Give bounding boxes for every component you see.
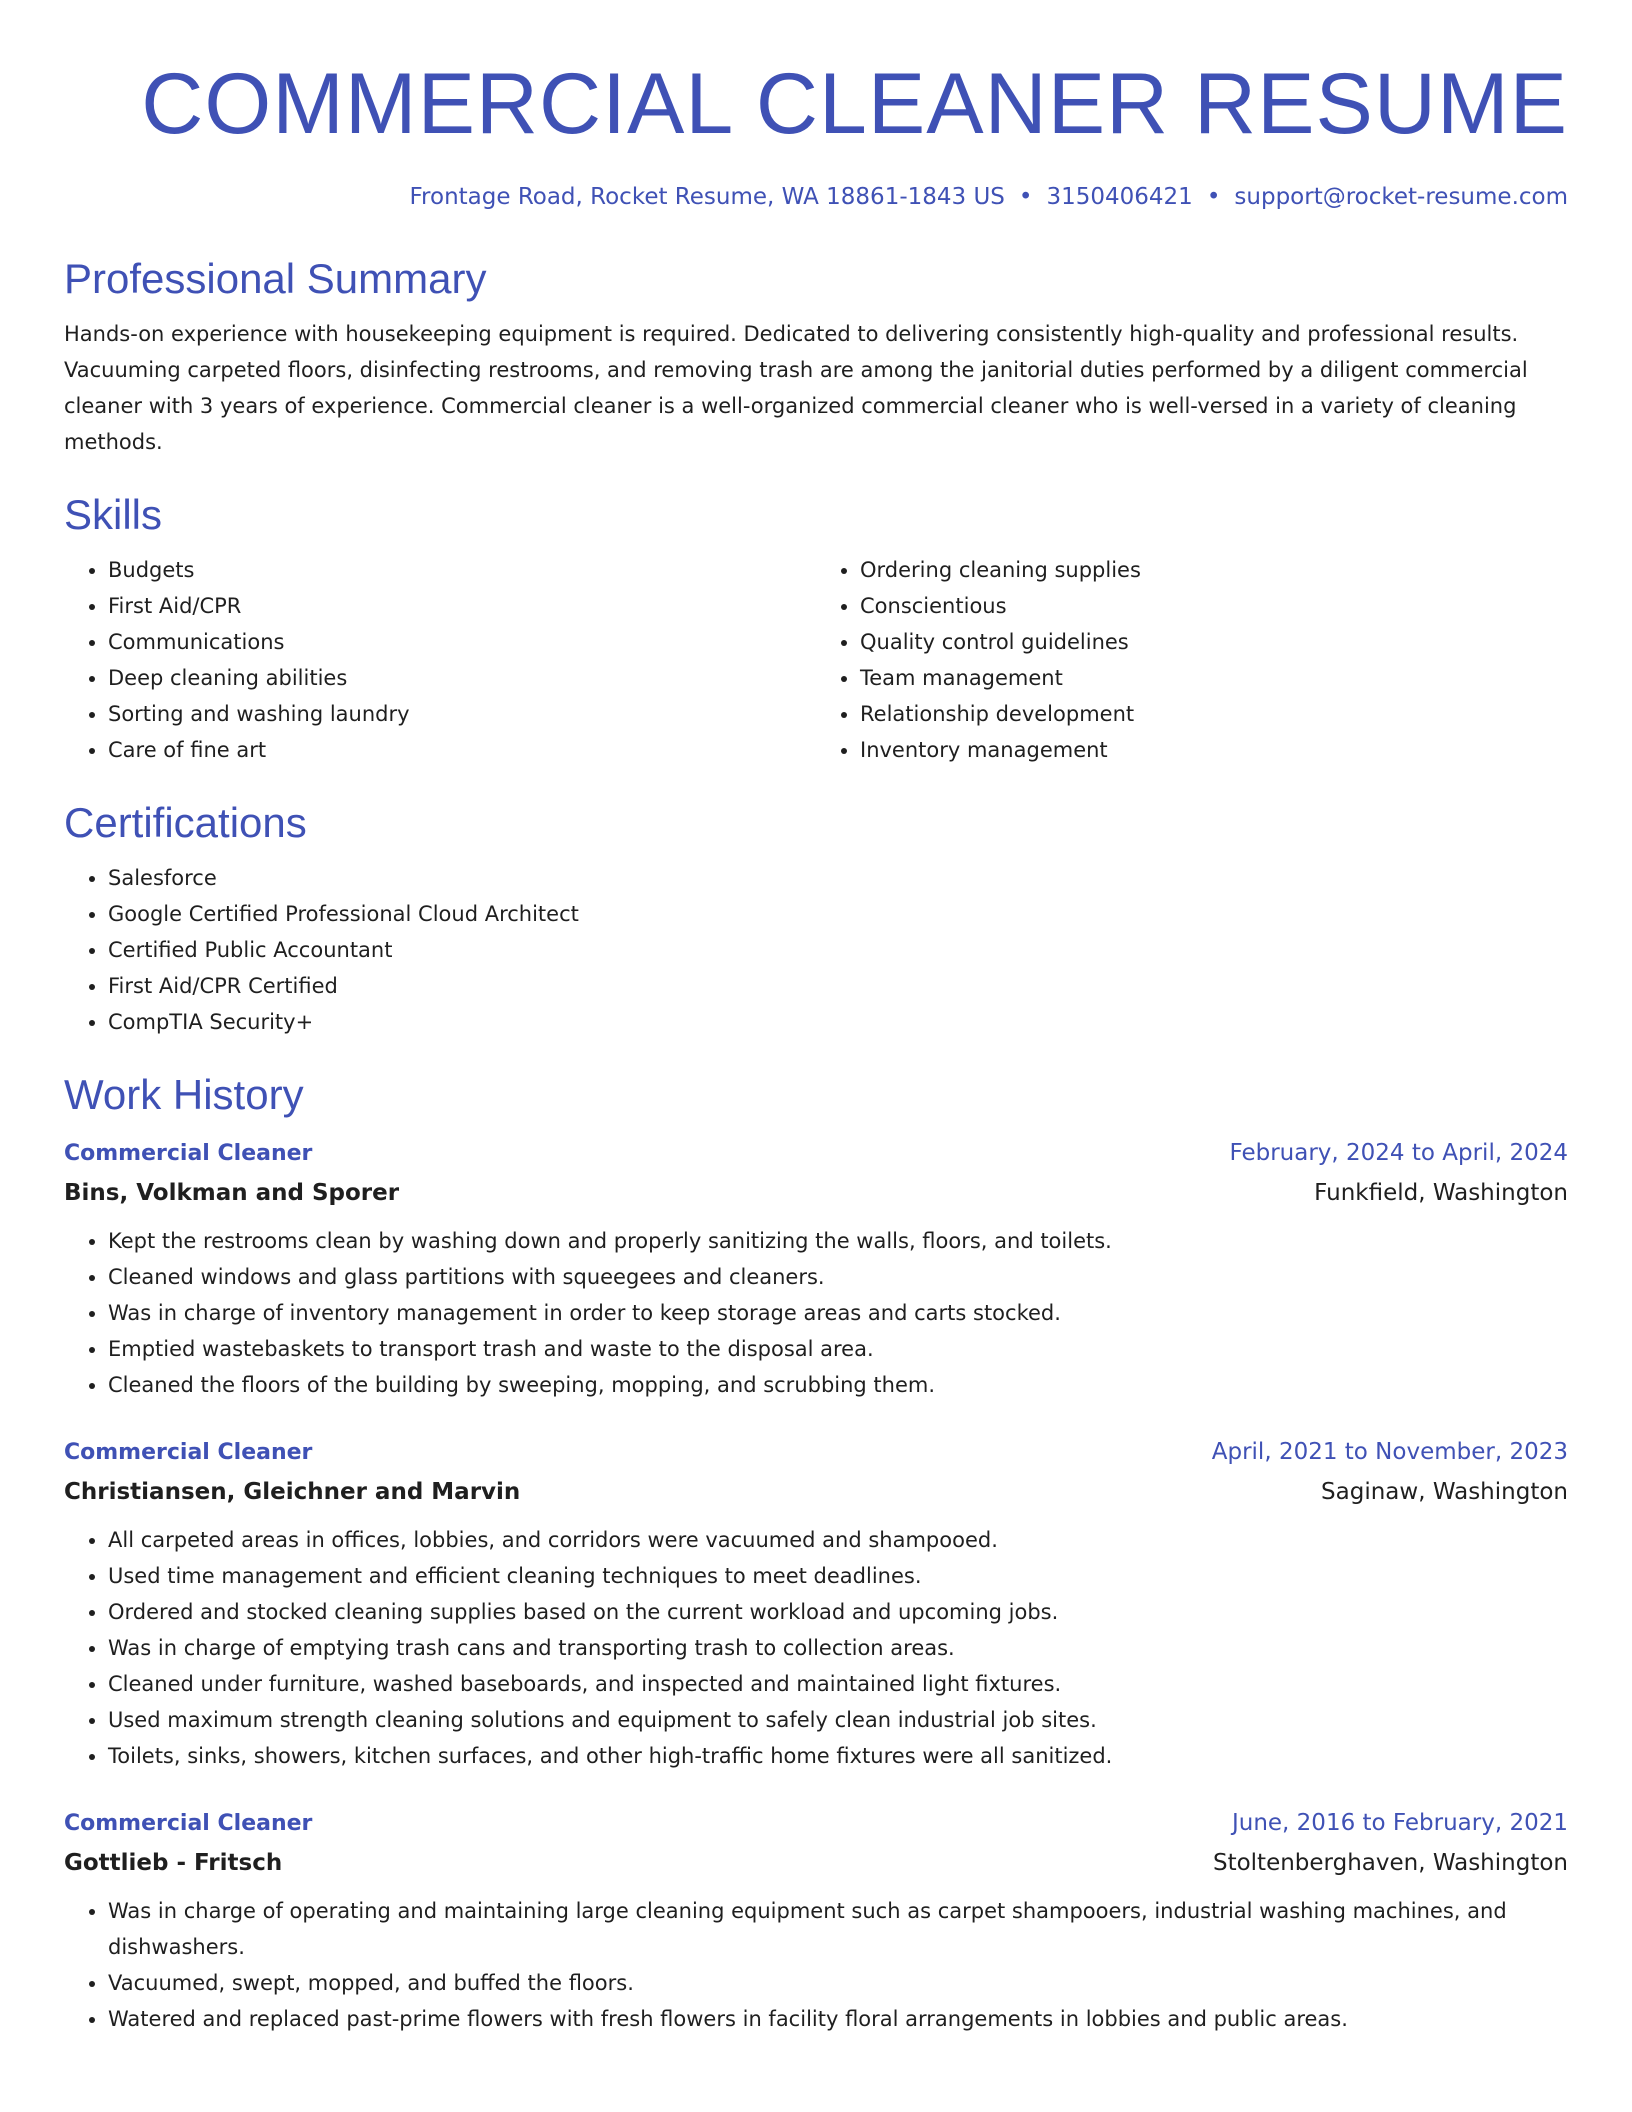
resume-title: COMMERCIAL CLEANER RESUME — [141, 56, 1568, 152]
job-duty: • Toilets, sinks, showers, kitchen surfaces, and other high-traffic home fixtures were all sanitized. — [108, 1738, 1568, 1774]
job-duty: • Vacuumed, swept, mopped, and buffed the floors. — [108, 1965, 1568, 2001]
skill-item: • Care of fine art — [108, 732, 816, 768]
job-duty: • All carpeted areas in offices, lobbies, and corridors were vacuumed and shampooed. — [108, 1522, 1568, 1558]
job-duty: • Emptied wastebaskets to transport trash and waste to the disposal area. — [108, 1331, 1568, 1367]
job-company-row — [64, 1843, 1568, 1883]
summary-section — [64, 252, 1568, 460]
skill-item: • Deep cleaning abilities — [108, 660, 816, 696]
job-duty: • Watered and replaced past-prime flowers with fresh flowers in facility floral arrangements in lobbies and public areas. — [108, 2001, 1568, 2037]
job-duties-list — [64, 1893, 1568, 2037]
certifications-section — [64, 796, 1568, 1040]
job-location: Funkfield, Washington — [1314, 1180, 1568, 1206]
certification-item: • Google Certified Professional Cloud Architect — [108, 896, 1568, 932]
job-duty: • Cleaned under furniture, washed baseboards, and inspected and maintained light fixtures. — [108, 1666, 1568, 1702]
job-title: Commercial Cleaner — [64, 1440, 313, 1465]
skills-grid — [64, 542, 1568, 768]
job-header-row — [64, 1804, 1568, 1843]
resume-page — [64, 48, 1568, 2037]
job-company: Bins, Volkman and Sporer — [64, 1180, 400, 1206]
skills-section — [64, 488, 1568, 768]
job-company-row — [64, 1173, 1568, 1213]
skill-item: • Relationship development — [860, 696, 1568, 732]
job-duty: • Cleaned the floors of the building by sweeping, mopping, and scrubbing them. — [108, 1367, 1568, 1403]
job-dates: February, 2024 to April, 2024 — [1229, 1140, 1568, 1166]
contact-line — [64, 180, 1568, 214]
job-duties-list — [64, 1223, 1568, 1403]
skill-item: • Team management — [860, 660, 1568, 696]
job-dates: April, 2021 to November, 2023 — [1211, 1439, 1568, 1465]
job-title: Commercial Cleaner — [64, 1811, 313, 1836]
job-company: Christiansen, Gleichner and Marvin — [64, 1479, 521, 1505]
job-dates: June, 2016 to February, 2021 — [1231, 1810, 1568, 1836]
job-entry — [64, 1134, 1568, 1403]
job-duty: • Ordered and stocked cleaning supplies based on the current workload and upcoming jobs. — [108, 1594, 1568, 1630]
summary-heading: Professional Summary — [64, 255, 487, 302]
job-location: Stoltenberghaven, Washington — [1212, 1850, 1568, 1876]
skill-item: • First Aid/CPR — [108, 588, 816, 624]
summary-text: Hands-on experience with housekeeping equipment is required. Dedicated to delivering consistently high-quality and professional results. Vacuuming carpeted floors, disinfecting restrooms, and removing trash are among the janitorial duties performed by a diligent commercial cleaner with 3 years of experience. Commercial cleaner is a well-organized commercial cleaner who is well-versed in a variety of cleaning methods. — [64, 322, 1528, 454]
skill-item: • Ordering cleaning supplies — [860, 552, 1568, 588]
job-duty: • Was in charge of emptying trash cans and transporting trash to collection areas. — [108, 1630, 1568, 1666]
skills-list-right — [816, 552, 1568, 768]
certification-item: • Salesforce — [108, 860, 1568, 896]
skills-list-left — [64, 552, 816, 768]
job-location: Saginaw, Washington — [1321, 1479, 1568, 1505]
skills-heading: Skills — [64, 491, 163, 538]
job-duty: • Was in charge of inventory management in order to keep storage areas and carts stocked. — [108, 1295, 1568, 1331]
job-duties-list — [64, 1522, 1568, 1774]
job-header-row — [64, 1433, 1568, 1472]
job-company-row — [64, 1472, 1568, 1512]
skill-item: • Conscientious — [860, 588, 1568, 624]
contact-address: Frontage Road, Rocket Resume, WA 18861-1843 US — [409, 184, 1005, 210]
contact-separator: • — [1206, 184, 1221, 210]
work-history-section — [64, 1068, 1568, 2037]
skill-item: • Inventory management — [860, 732, 1568, 768]
job-duty: • Used time management and efficient cleaning techniques to meet deadlines. — [108, 1558, 1568, 1594]
job-duty: • Kept the restrooms clean by washing down and properly sanitizing the walls, floors, and toilets. — [108, 1223, 1568, 1259]
work-history-heading: Work History — [64, 1071, 304, 1118]
certification-item: • First Aid/CPR Certified — [108, 968, 1568, 1004]
job-entry — [64, 1804, 1568, 2037]
job-duty: • Was in charge of operating and maintaining large cleaning equipment such as carpet shampooers, industrial washing machines, and dishwashers. — [108, 1893, 1568, 1965]
job-header-row — [64, 1134, 1568, 1173]
skill-item: • Quality control guidelines — [860, 624, 1568, 660]
certifications-heading: Certifications — [64, 799, 307, 846]
certification-item: • Certified Public Accountant — [108, 932, 1568, 968]
contact-phone[interactable]: 3150406421 — [1046, 184, 1193, 210]
job-duty: • Cleaned windows and glass partitions with squeegees and cleaners. — [108, 1259, 1568, 1295]
job-title: Commercial Cleaner — [64, 1141, 313, 1166]
skill-item: • Budgets — [108, 552, 816, 588]
job-entry — [64, 1433, 1568, 1774]
contact-email[interactable]: support@rocket-resume.com — [1234, 184, 1568, 210]
job-duty: • Used maximum strength cleaning solutions and equipment to safely clean industrial job sites. — [108, 1702, 1568, 1738]
skill-item: • Communications — [108, 624, 816, 660]
certification-item: • CompTIA Security+ — [108, 1004, 1568, 1040]
job-company: Gottlieb - Fritsch — [64, 1850, 283, 1876]
certifications-list — [64, 860, 1568, 1040]
skill-item: • Sorting and washing laundry — [108, 696, 816, 732]
contact-separator: • — [1018, 184, 1033, 210]
